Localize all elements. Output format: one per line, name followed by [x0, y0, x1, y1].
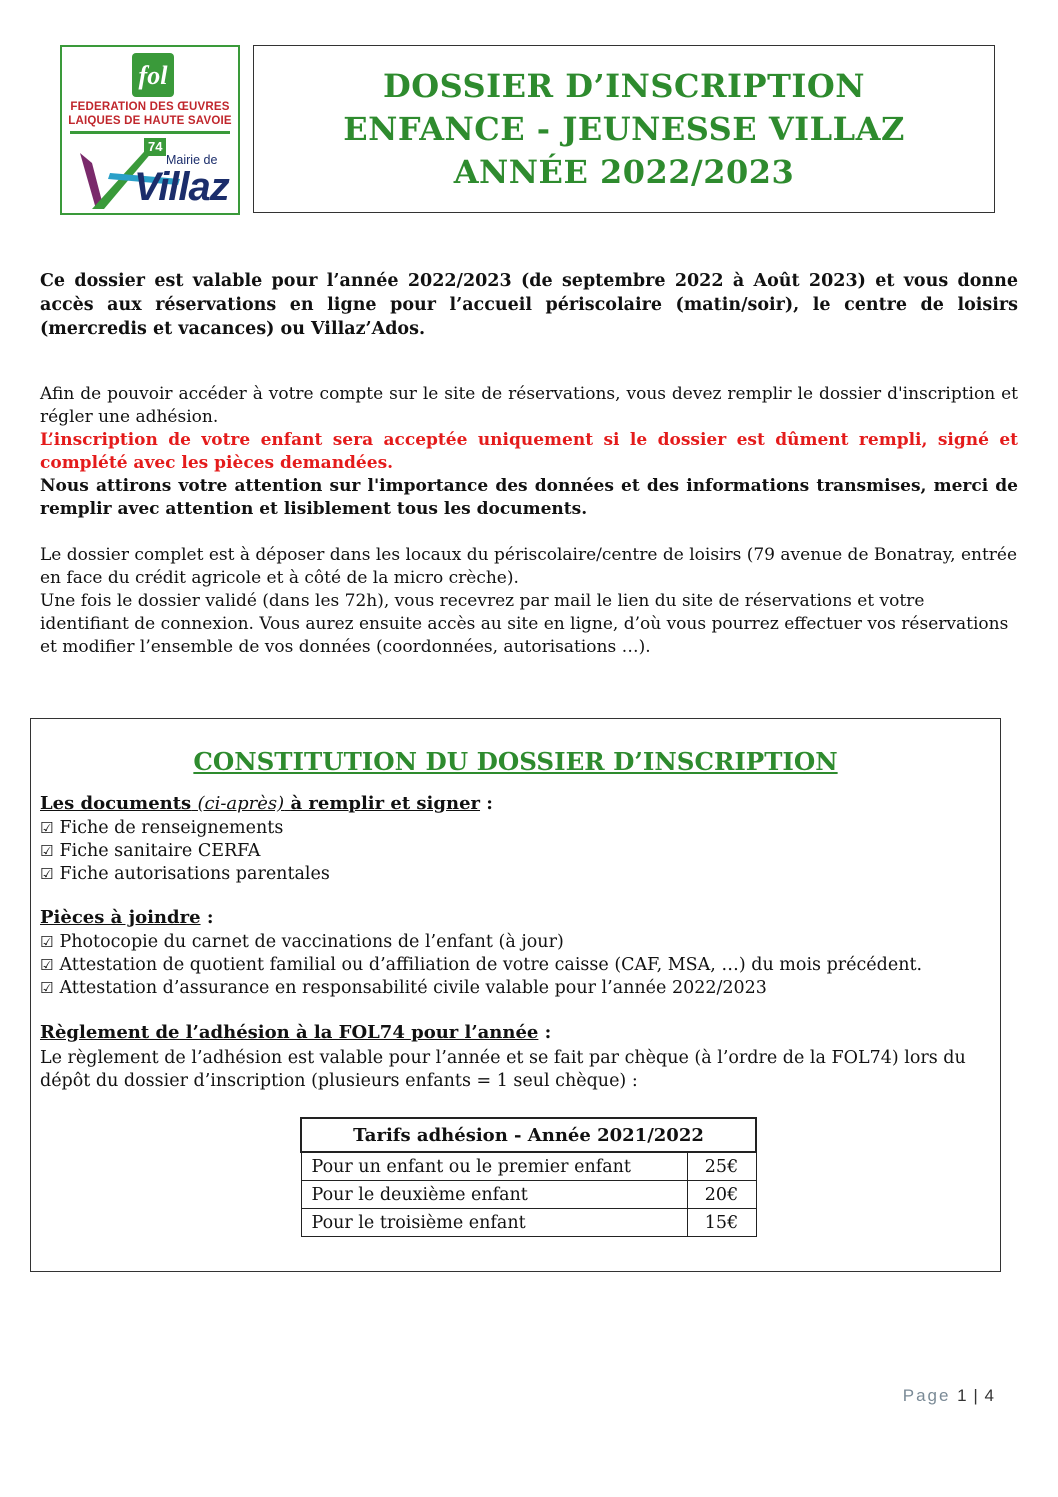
documents-list [40, 817, 330, 886]
document-item-label: Fiche autorisations parentales [59, 864, 330, 884]
constitution-box [30, 718, 1001, 1272]
tarif-price: 25€ [687, 1152, 756, 1181]
fol-villaz-logo [60, 45, 240, 215]
tarif-label: Pour le deuxième enfant [301, 1181, 687, 1209]
title-box [253, 45, 995, 213]
page-separator: | [973, 1386, 978, 1405]
list-item [40, 840, 330, 863]
checkbox-checked-icon: ☑ [40, 979, 54, 997]
logo-org-line2: LAIQUES DE HAUTE SAVOIE [68, 115, 232, 127]
piece-item-label: Attestation d’assurance en responsabilité civile valable pour l’année 2022/2023 [59, 978, 767, 998]
documents-heading-italic: (ci-après) [197, 793, 285, 814]
page-current: 1 [957, 1386, 967, 1405]
piece-item-label: Attestation de quotient familial ou d’affiliation de votre caisse (CAF, MSA, …) du mois précédent. [59, 955, 923, 975]
list-item [40, 817, 330, 840]
pieces-heading [40, 907, 213, 928]
reglement-text: Le règlement de l’adhésion est valable pour l’année et se fait par chèque (à l’ordre de la FOL74) lors du dépôt du dossier d’inscription (plusieurs enfants = 1 seul chèque) : [40, 1048, 966, 1091]
tarif-price: 15€ [687, 1209, 756, 1237]
tarifs-table [300, 1117, 757, 1237]
piece-item-label: Photocopie du carnet de vaccinations de l’enfant (à jour) [59, 932, 564, 952]
list-item [40, 977, 922, 1000]
documents-heading-b: à remplir et signer [290, 793, 481, 814]
document-item-label: Fiche de renseignements [59, 818, 284, 838]
deposit-paragraph: Le dossier complet est à déposer dans les locaux du périscolaire/centre de loisirs (79 avenue de Bonatray, entrée en face du crédit agricole et à côté de la micro crèche). [40, 545, 1018, 588]
pieces-heading-colon: : [200, 907, 214, 928]
constitution-title: CONSTITUTION DU DOSSIER D’INSCRIPTION [193, 747, 838, 776]
reglement-heading [40, 1022, 551, 1043]
intro-validity-paragraph: Ce dossier est valable pour l’année 2022/2023 (de septembre 2022 à Août 2023) et vous donne accès aux réservations en ligne pour l’accueil périscolaire (matin/soir), le centre de loisirs (mercredis et vacances) ou Villaz’Ados. [40, 271, 1018, 339]
list-item [40, 954, 922, 977]
tarifs-table-header: Tarifs adhésion - Année 2021/2022 [301, 1118, 756, 1152]
logo-74-badge: 74 [148, 139, 163, 154]
table-row [301, 1152, 756, 1181]
table-header-row [301, 1118, 756, 1152]
logo-mairie-text: Mairie de [166, 153, 218, 167]
reglement-heading-text: Règlement de l’adhésion à la FOL74 pour l’année [40, 1022, 539, 1043]
list-item [40, 863, 330, 886]
page-word: Page [902, 1386, 951, 1405]
logo-org-line1: FEDERATION DES ŒUVRES [70, 101, 230, 113]
logo-villaz-text: Villaz [134, 165, 229, 209]
tarif-label: Pour un enfant ou le premier enfant [301, 1152, 687, 1181]
documents-heading [40, 793, 493, 814]
documents-heading-a: Les documents [40, 793, 192, 814]
pieces-list [40, 931, 922, 1000]
tarif-label: Pour le troisième enfant [301, 1209, 687, 1237]
title-line-3: ANNÉE 2022/2023 [453, 152, 795, 191]
tarif-price: 20€ [687, 1181, 756, 1209]
checkbox-checked-icon: ☑ [40, 842, 54, 860]
document-item-label: Fiche sanitaire CERFA [59, 841, 261, 861]
checkbox-checked-icon: ☑ [40, 819, 54, 837]
warning-paragraph: L’inscription de votre enfant sera acceptée uniquement si le dossier est dûment rempli, signé et complété avec les pièces demandées. [40, 430, 1018, 473]
documents-heading-colon: : [480, 793, 493, 814]
page-total: 4 [984, 1386, 994, 1405]
title-line-2: ENFANCE - JEUNESSE VILLAZ [343, 109, 905, 148]
checkbox-checked-icon: ☑ [40, 956, 54, 974]
checkbox-checked-icon: ☑ [40, 933, 54, 951]
attention-paragraph: Nous attirons votre attention sur l'importance des données et des informations transmises, merci de remplir avec attention et lisiblement tous les documents. [40, 476, 1018, 519]
table-row [301, 1209, 756, 1237]
access-paragraph: Afin de pouvoir accéder à votre compte sur le site de réservations, vous devez remplir le dossier d'inscription et régler une adhésion. [40, 384, 1018, 427]
validation-paragraph: Une fois le dossier validé (dans les 72h), vous recevrez par mail le lien du site de réservations et votre identifiant de connexion. Vous aurez ensuite accès au site en ligne, d’où vous pourrez effectuer vos réservations et modifier l’ensemble de vos données (coordonnées, autorisations …). [40, 591, 1009, 657]
reglement-heading-colon: : [538, 1022, 552, 1043]
fol-logo-text: fol [138, 61, 168, 90]
checkbox-checked-icon: ☑ [40, 865, 54, 883]
list-item [40, 931, 922, 954]
title-line-1: DOSSIER D’INSCRIPTION [383, 66, 865, 105]
page-number [903, 1386, 994, 1406]
fol-logo-mark [128, 51, 178, 99]
pieces-heading-text: Pièces à joindre [40, 907, 201, 928]
table-row [301, 1181, 756, 1209]
